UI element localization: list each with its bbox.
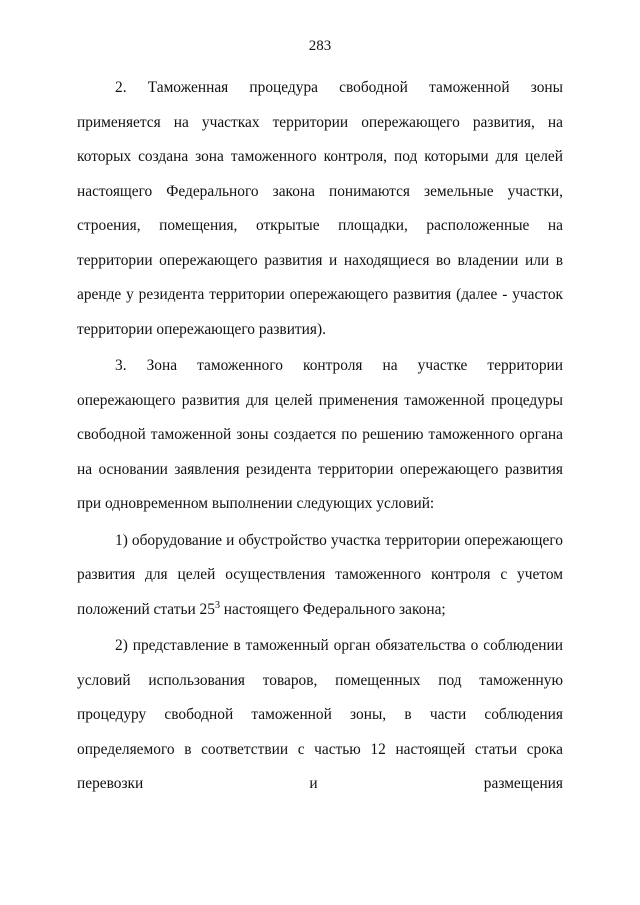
article-superscript: 3 [214, 599, 220, 611]
list-item-1 [77, 524, 563, 628]
paragraph-2: 2. Таможенная процедура свободной таможенной зоны применяется на участках территории опережающего развития, на которых создана зона таможенного контроля, под которыми для целей настоящего Федерального закона понимаются земельные участки, строения, помещения, открытые площадки, расположенные на территории опережающего развития и находящиеся во владении или в аренде у резидента территории опережающего развития (далее - участок территории опережающего развития). [77, 79, 563, 338]
page-number: 283 [308, 38, 332, 54]
list-item-1-text-end: настоящего Федерального закона; [219, 600, 446, 618]
list-item-1-text: 1) оборудование и обустройство участка территории опережающего развития для целей осуществления таможенного контроля с учетом положений статьи 25 [77, 531, 563, 618]
document-body [77, 71, 563, 804]
paragraph-3: 3. Зона таможенного контроля на участке территории опережающего развития для целей применения таможенной процедуры свободной таможенной зоны создается по решению таможенного органа на основании заявления резидента территории опережающего развития при одновременном выполнении следующих условий: [77, 357, 563, 512]
list-item-2: 2) представление в таможенный орган обязательства о соблюдении условий использования товаров, помещенных под таможенную процедуру свободной таможенной зоны, в части соблюдения определяемого в соответствии с частью 12 настоящей статьи срока перевозки и размещения [77, 637, 563, 792]
